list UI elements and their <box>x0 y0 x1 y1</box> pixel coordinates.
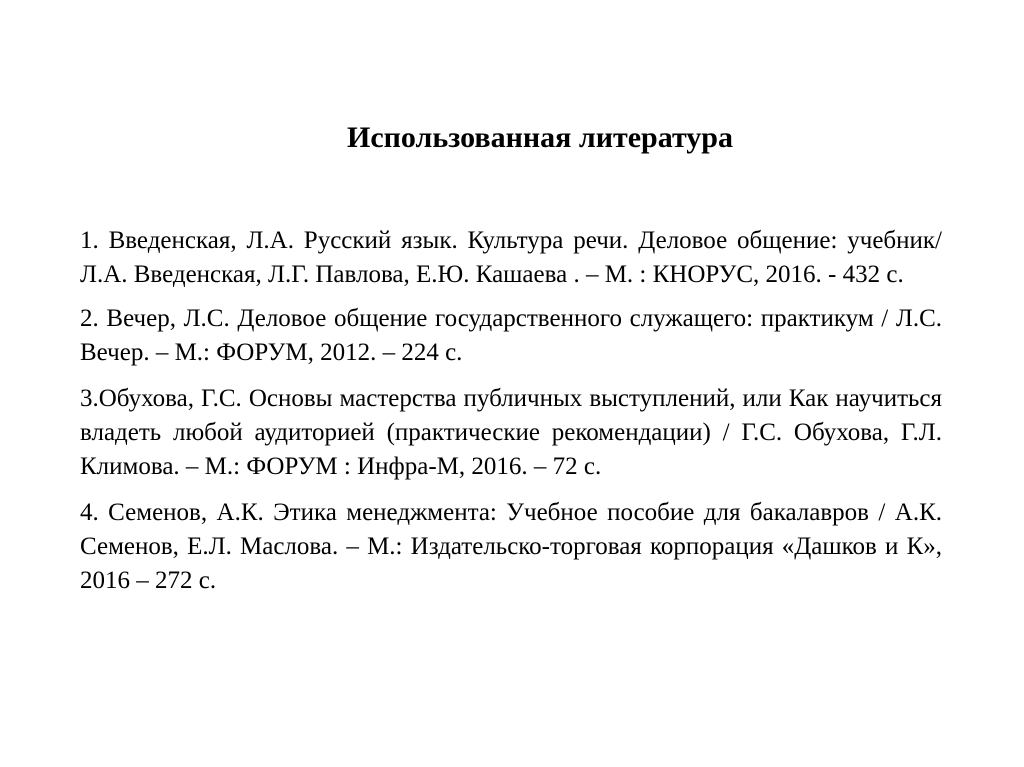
reference-list <box>80 224 942 608</box>
slide-title: Использованная литература <box>347 121 733 154</box>
reference-item: 1. Введенская, Л.А. Русский язык. Культура речи. Деловое общение: учебник/ Л.А. Введенская, Л.Г. Павлова, Е.Ю. Кашаева . – М. : КНОРУС, 2016. - 432 с. <box>80 227 942 288</box>
reference-item: 3.Обухова, Г.С. Основы мастерства публичных выступлений, или Как научиться владеть любой аудиторией (практические рекомендации) / Г.С. Обухова, Г.Л. Климова. – М.: ФОРУМ : Инфра-М, 2016. – 72 с. <box>80 385 942 480</box>
reference-item: 4. Семенов, А.К. Этика менеджмента: Учебное пособие для бакалавров / А.К. Семенов, Е.Л. Маслова. – М.: Издательско-торговая корпорация «Дашков и К», 2016 – 272 с. <box>80 499 942 594</box>
reference-item: 2. Вечер, Л.С. Деловое общение государственного служащего: практикум / Л.С. Вечер. – М.: ФОРУМ, 2012. – 224 с. <box>80 305 942 366</box>
